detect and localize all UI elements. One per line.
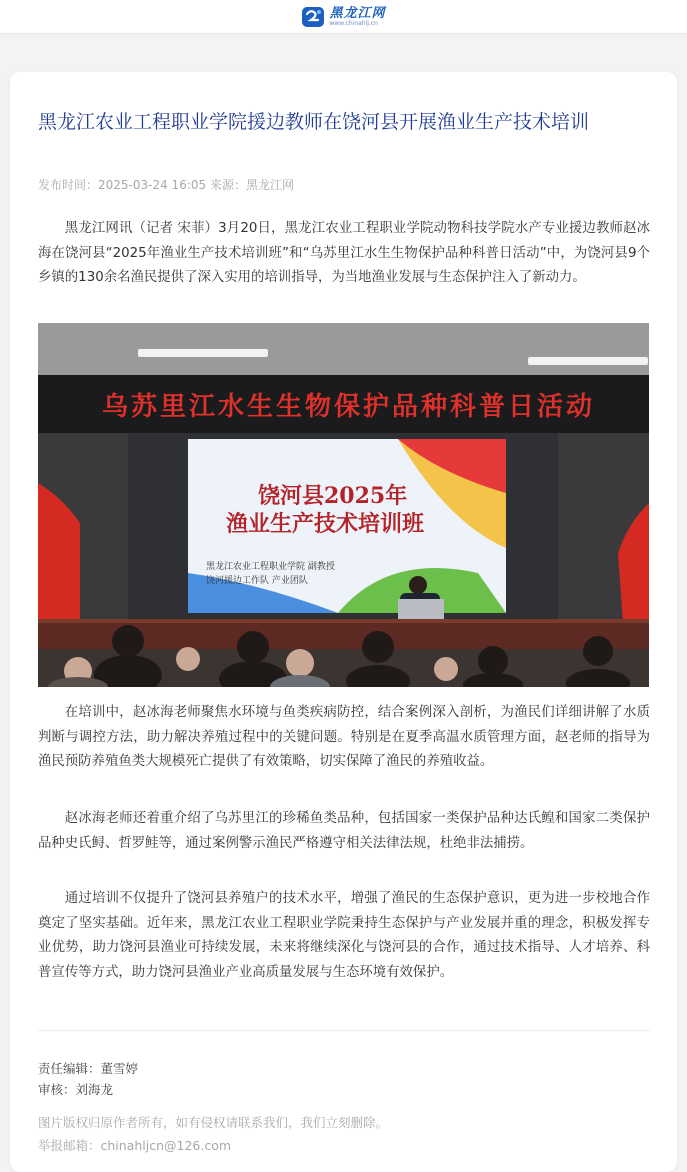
copyright-note: 图片版权归原作者所有，如有侵权请联系我们，我们立刻删除。 (38, 1115, 389, 1130)
site-domain: www.chinahlj.cn (329, 19, 378, 27)
article-paragraph: 黑龙江网讯（记者 宋菲）3月20日，黑龙江农业工程职业学院动物科技学院水产专业援边教师赵冰海在饶河县“2025年渔业生产技术培训班”和“乌苏里江水生生物保护品种科普日活动”中，为饶河县9个乡镇的130余名渔民提供了深入实用的培训指导，为当地渔业发展与生态保护注入了新动力。 (38, 221, 650, 285)
reviewer: 审核：刘海龙 (38, 1082, 114, 1097)
site-logo[interactable] (301, 6, 385, 28)
article-card (10, 72, 677, 1172)
banner-text: 乌苏里江水生生物保护品种科普日活动 (102, 392, 596, 422)
logo-icon (301, 6, 325, 28)
screen-title-line2: 渔业生产技术培训班 (226, 511, 425, 537)
article-meta: 发布时间：2025-03-24 16:05 来源：黑龙江网 (38, 178, 294, 192)
article-photo (38, 323, 649, 687)
article-paragraph: 通过培训不仅提升了饶河县养殖户的技术水平，增强了渔民的生态保护意识，更为进一步校地合作奠定了坚实基础。近年来，黑龙江农业工程职业学院秉持生态保护与产业发展并重的理念，积极发挥专业优势，助力饶河县渔业可持续发展，未来将继续深化与饶河县的合作，通过技术指导、人才培养、科普宣传等方式，助力饶河县渔业产业高质量发展与生态环境有效保护。 (38, 891, 650, 980)
screen-title-line1: 饶河县2025年 (258, 483, 408, 509)
article-title: 黑龙江农业工程职业学院援边教师在饶河县开展渔业生产技术培训 (38, 111, 590, 133)
report-email[interactable]: 举报邮箱：chinahljcn@126.com (38, 1138, 232, 1153)
article-paragraph: 在培训中，赵冰海老师聚焦水环境与鱼类疾病防控，结合案例深入剖析，为渔民们详细讲解了水质判断与调控方法，助力解决养殖过程中的关键问题。特别是在夏季高温水质管理方面，赵老师的指导为渔民预防养殖鱼类大规模死亡提供了有效策略，切实保障了渔民的养殖收益。 (38, 705, 650, 769)
site-header (0, 0, 687, 34)
divider (38, 1030, 650, 1031)
responsible-editor: 责任编辑：董雪婷 (38, 1061, 139, 1076)
site-name: 黑龙江网 (329, 5, 386, 21)
screen-subtitle-1: 黑龙江农业工程职业学院 副教授 (206, 562, 335, 572)
article-paragraph: 赵冰海老师还着重介绍了乌苏里江的珍稀鱼类品种，包括国家一类保护品种达氏鳇和国家二类保护品种史氏鲟、哲罗鲑等，通过案例警示渔民严格遵守相关法律法规，杜绝非法捕捞。 (38, 811, 650, 851)
screen-subtitle-2: 饶河援边工作队 产业团队 (206, 576, 308, 586)
